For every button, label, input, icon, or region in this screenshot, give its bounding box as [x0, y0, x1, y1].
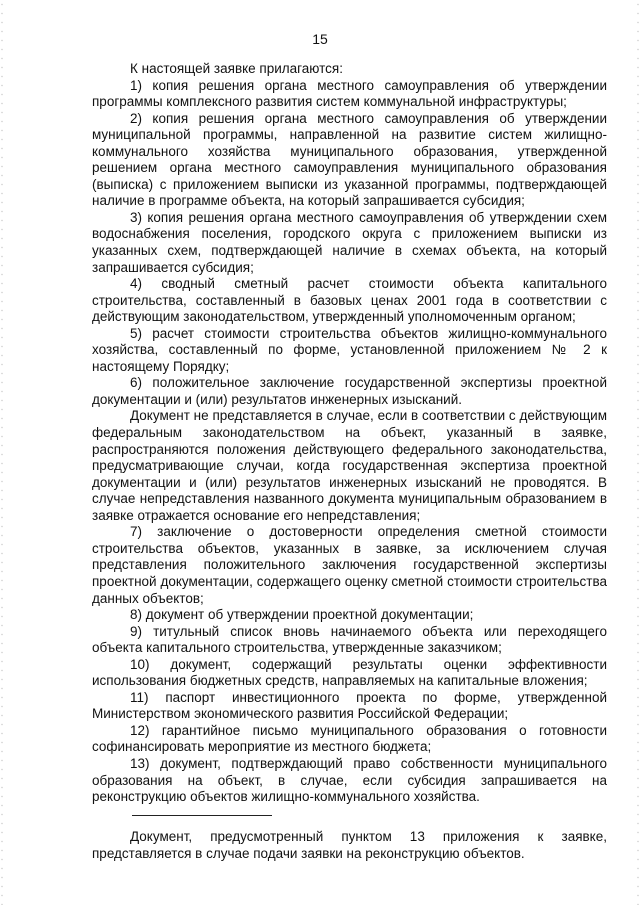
- list-item-5: 5) расчет стоимости строительства объектов жилищно-коммунального хозяйства, составленный по форме, установленной приложением № 2 к настоящему Порядку;: [92, 325, 607, 374]
- list-item-6-note: Документ не представляется в случае, если в соответствии с действующим федеральным законодательством на объект, указанный в заявке, распространяются положения действующего федерального законодательства, предусматривающие случаи, когда государственная экспертиза проектной документации и (или) результатов инженерных изысканий не проводятся. В случае непредставления названного документа муниципальным образованием в заявке отражается основание его непредставления;: [92, 408, 607, 523]
- list-item-8: 8) документ об утверждении проектной документации;: [130, 607, 474, 623]
- list-item-3: 3) копия решения органа местного самоуправления об утверждении схем водоснабжения поселения, городского округа с приложением выписки из указанных схем, подтверждающей наличие в схемах объекта, на который запрашивается субсидия;: [92, 209, 607, 275]
- footnote-text: Документ, предусмотренный пунктом 13 приложения к заявке, представляется в случае подачи заявки на реконструкцию объектов.: [92, 829, 607, 861]
- list-item-2: 2) копия решения органа местного самоуправления об утверждении муниципальной программы, направленной на развитие систем жилищно-коммунального хозяйства муниципального образования, утвержденной решением органа местного самоуправления муниципального образования (выписка) с приложением выписки из указанной программы, подтверждающей наличие в программе объекта, на который запрашивается субсидия;: [92, 110, 607, 209]
- document-body: [92, 61, 607, 806]
- footnote: [92, 829, 607, 862]
- left-scan-edge: [1, 0, 3, 905]
- page-number: 15: [312, 31, 328, 47]
- list-item-4: 4) сводный сметный расчет стоимости объекта капитального строительства, составленный в базовых ценах 2001 года в соответствии с действующим законодательством, утвержденный уполномоченным органом;: [92, 276, 607, 325]
- list-item-13: 13) документ, подтверждающий право собственности муниципального образования на объект, в случае, если субсидия запрашивается на реконструкцию объектов жилищно-коммунального хозяйства.: [92, 755, 607, 805]
- list-item-1: 1) копия решения органа местного самоуправления об утверждении программы комплексного развития систем коммунальной инфраструктуры;: [92, 77, 607, 110]
- footnote-divider: [132, 815, 272, 816]
- list-item-6: 6) положительное заключение государственной экспертизы проектной документации и (или) результатов инженерных изысканий.: [92, 375, 607, 407]
- list-item-12: 12) гарантийное письмо муниципального образования о готовности софинансировать мероприятие из местного бюджета;: [92, 722, 607, 755]
- intro-paragraph: К настоящей заявке прилагаются:: [130, 61, 343, 76]
- list-item-9: 9) титульный список вновь начинаемого объекта или переходящего объекта капитального строительства, утвержденные заказчиком;: [92, 623, 607, 656]
- list-item-7: 7) заключение о достоверности определения сметной стоимости строительства объектов, указанных в заявке, за исключением случая представления положительного заключения государственной экспертизы проектной документации, содержащего оценку сметной стоимости строительства данных объектов;: [92, 524, 607, 606]
- list-item-11: 11) паспорт инвестиционного проекта по форме, утвержденной Министерством экономического развития Российской Федерации;: [92, 689, 607, 722]
- list-item-10: 10) документ, содержащий результаты оценки эффективности использования бюджетных средств, направляемых на капитальные вложения;: [92, 656, 607, 689]
- right-scan-edge: [637, 0, 639, 905]
